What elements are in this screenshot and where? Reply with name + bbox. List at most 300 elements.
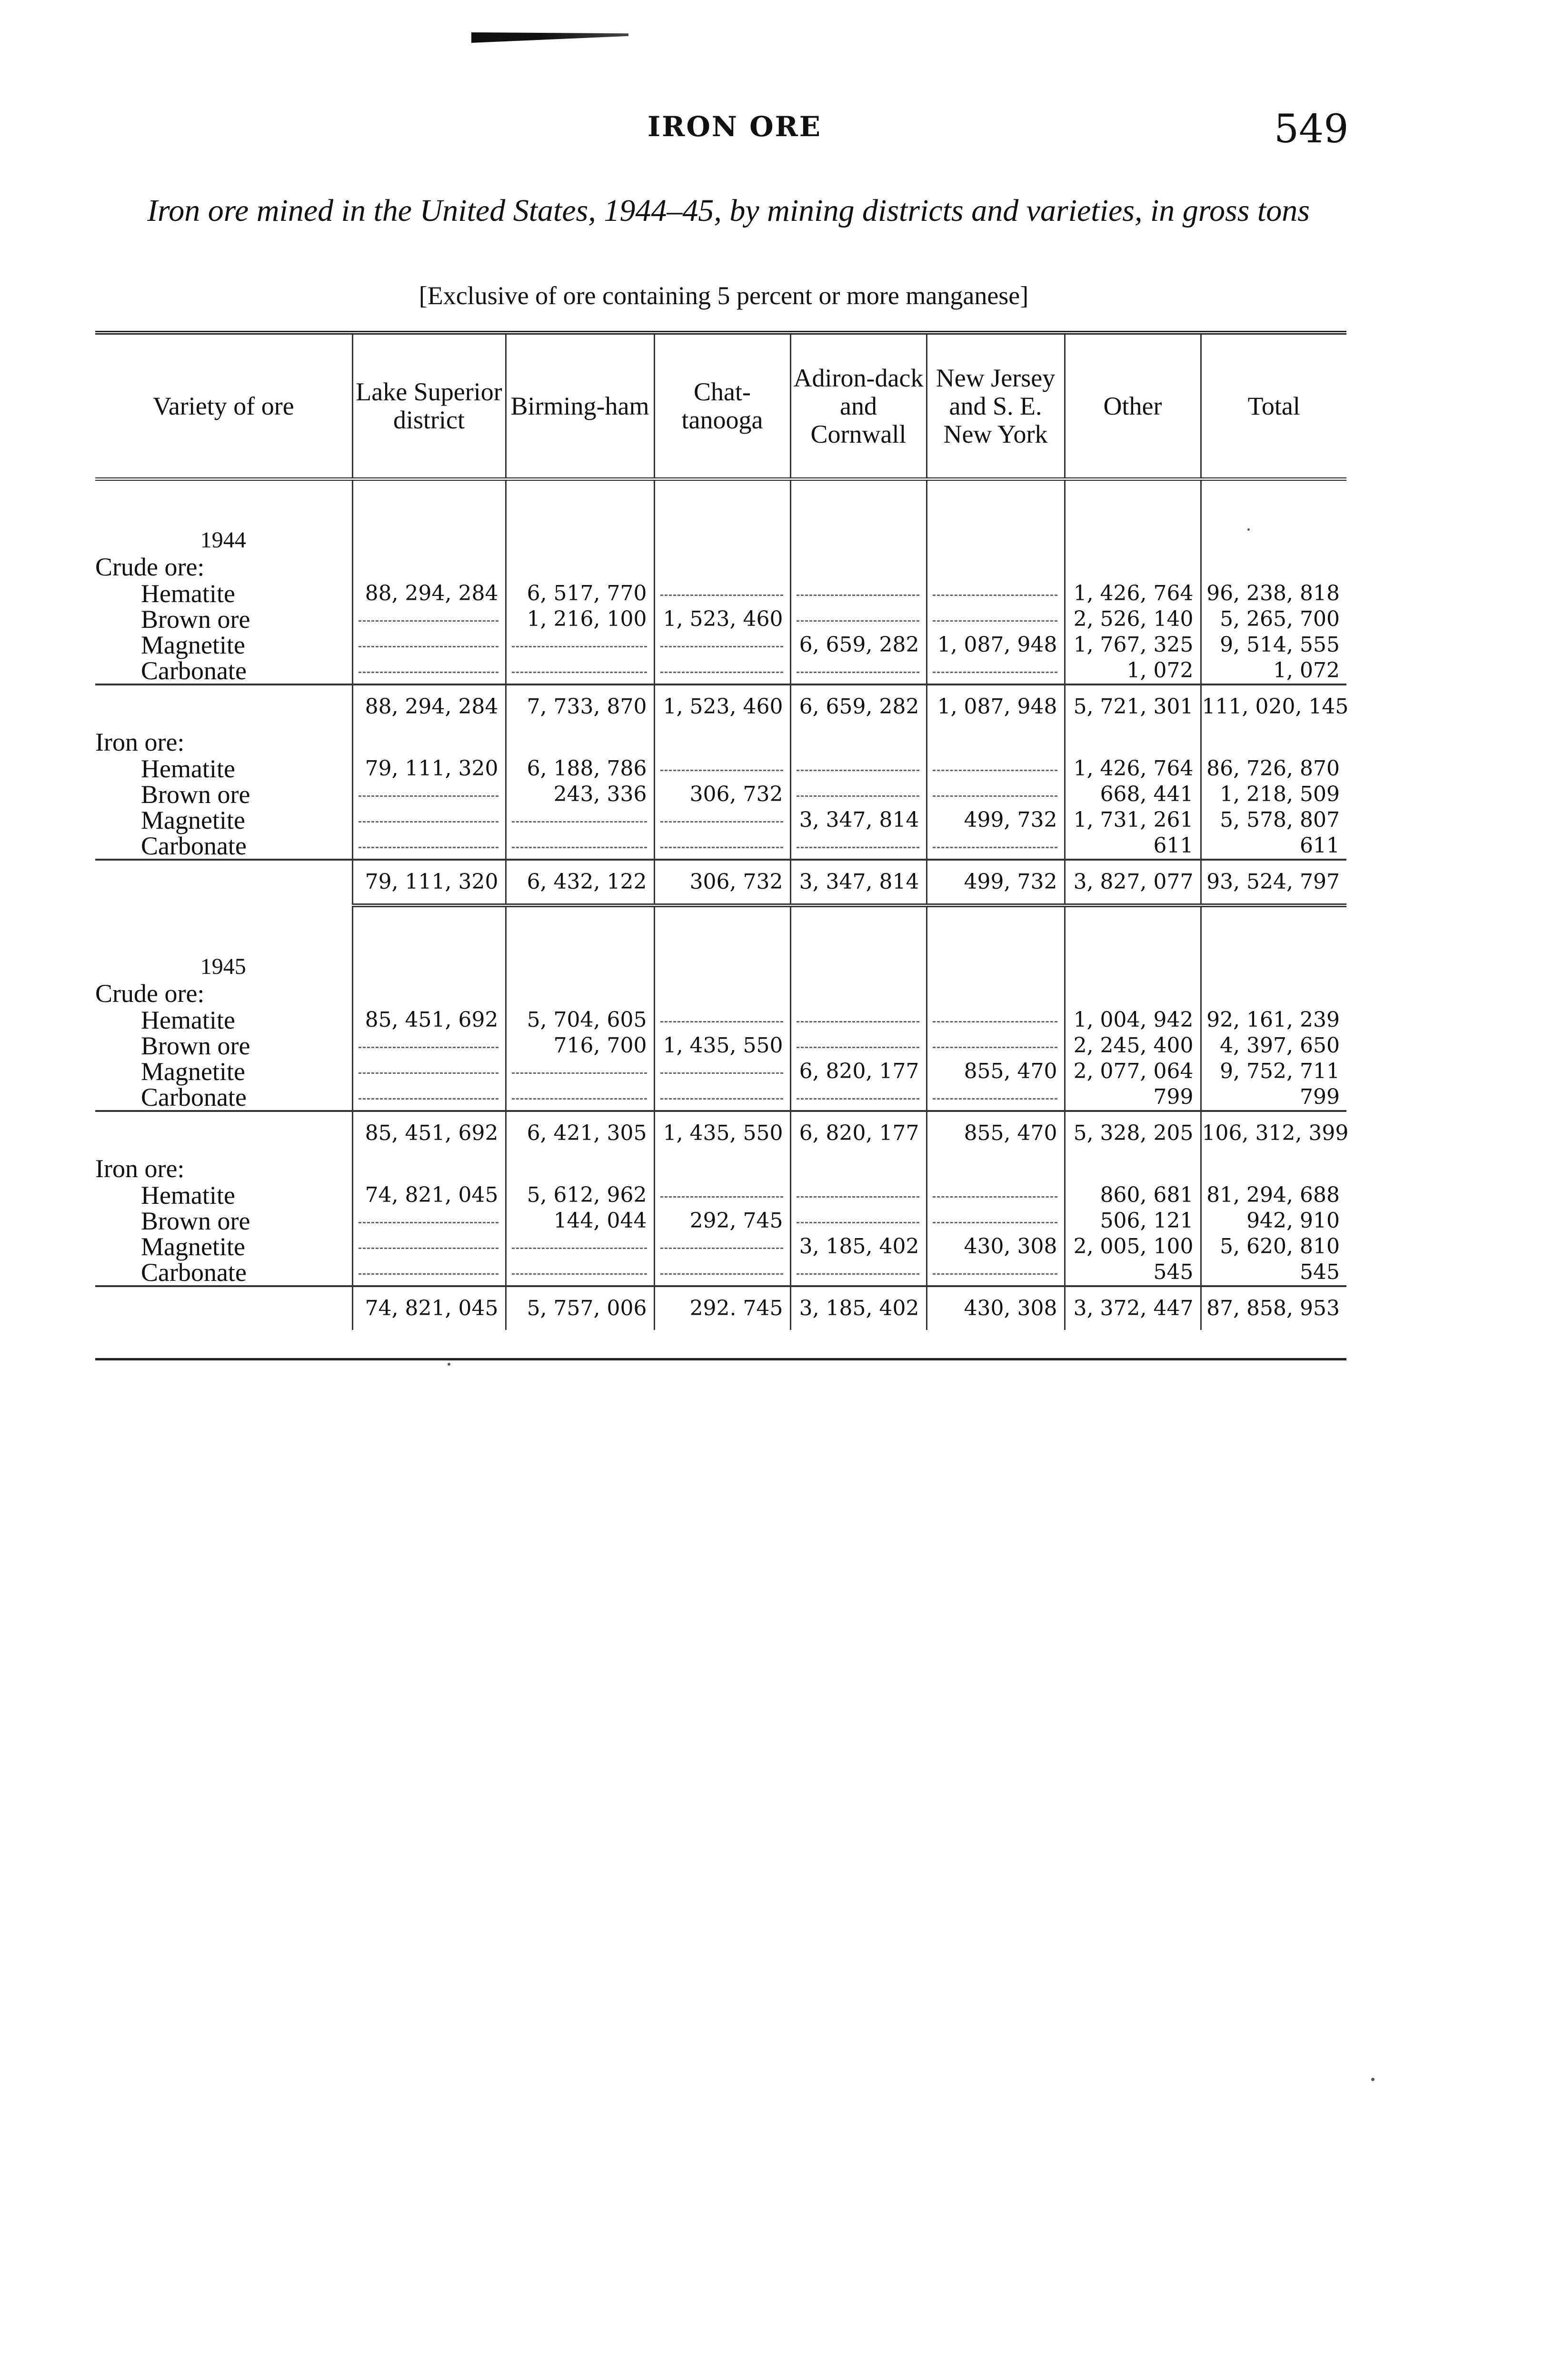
value-cell [790, 1033, 926, 1059]
empty-dash [933, 1085, 1057, 1100]
empty-dash [933, 1209, 1057, 1223]
value-cell [790, 807, 926, 833]
value-cell [926, 1234, 1065, 1259]
cell-value: 6, 188, 786 [527, 756, 647, 781]
cell-value: 611 [1153, 833, 1194, 858]
table-row [95, 756, 1346, 782]
table-row [95, 606, 1346, 632]
value-cell [790, 1259, 926, 1286]
table-row [95, 807, 1346, 833]
group-row [95, 728, 1346, 756]
empty-cell [506, 728, 654, 756]
cell-value: 1, 426, 764 [1073, 581, 1194, 605]
total-cell: 6, 820, 177 [790, 1111, 926, 1155]
column-header-row [95, 333, 1346, 479]
group-row [95, 980, 1346, 1007]
total-cell: 6, 432, 122 [506, 860, 654, 905]
group-label: Crude ore: [95, 979, 205, 1008]
empty-dash [797, 782, 919, 797]
empty-dash [359, 833, 498, 848]
empty-dash [933, 1008, 1057, 1022]
empty-cell [1065, 553, 1201, 581]
cell-value: 1, 435, 550 [663, 1033, 783, 1058]
column-header: Adiron-dack and Cornwall [790, 333, 926, 479]
value-cell [506, 1208, 654, 1234]
value-cell [654, 658, 790, 684]
value-cell [790, 606, 926, 632]
empty-dash [359, 1033, 498, 1048]
value-cell [506, 632, 654, 658]
total-cell: 3, 827, 077 [1065, 860, 1201, 905]
cell-value: 2, 077, 064 [1073, 1059, 1194, 1083]
cell-value: 1, 426, 764 [1073, 756, 1194, 781]
row-label-text: Brown ore [141, 780, 250, 809]
empty-cell [352, 479, 506, 554]
value-cell [654, 833, 790, 860]
cell-value: 499, 732 [964, 808, 1057, 832]
cell-value: 5, 578, 807 [1220, 808, 1340, 832]
value-cell [352, 1208, 506, 1234]
value-cell [1201, 1259, 1346, 1286]
year-label: 1945 [200, 954, 246, 979]
value-cell [654, 807, 790, 833]
empty-cell [1201, 905, 1346, 980]
row-label [95, 581, 352, 606]
total-cell: 93, 524, 797 [1201, 860, 1346, 905]
total-cell: 106, 312, 399 [1201, 1111, 1346, 1155]
iron-ore-table [95, 331, 1349, 1330]
value-cell [1065, 833, 1201, 860]
row-label-text: Magnetite [141, 1232, 245, 1261]
empty-cell [790, 728, 926, 756]
total-cell: 3, 372, 447 [1065, 1286, 1201, 1330]
cell-value: 2, 526, 140 [1073, 607, 1194, 631]
page-header [0, 107, 1554, 158]
total-cell: 499, 732 [926, 860, 1065, 905]
column-header: Total [1201, 333, 1346, 479]
value-cell [1065, 782, 1201, 807]
total-cell: 855, 470 [926, 1111, 1065, 1155]
empty-dash [359, 1234, 498, 1249]
value-cell [352, 1007, 506, 1033]
value-cell [926, 1208, 1065, 1234]
cell-value: 506, 121 [1100, 1209, 1194, 1233]
cell-value: 9, 752, 711 [1220, 1059, 1340, 1083]
total-cell: 74, 821, 045 [352, 1286, 506, 1330]
value-cell [1065, 1033, 1201, 1059]
scan-speck [448, 1363, 450, 1366]
empty-dash [797, 1183, 919, 1198]
cell-value: 611 [1300, 833, 1340, 858]
row-label [95, 782, 352, 807]
empty-cell [790, 905, 926, 980]
value-cell [654, 1234, 790, 1259]
scan-artifact-mark [471, 32, 628, 43]
row-label [95, 1182, 352, 1208]
value-cell [352, 1059, 506, 1084]
cell-value: 9, 514, 555 [1220, 633, 1340, 657]
total-cell: 430, 308 [926, 1286, 1065, 1330]
value-cell [1201, 756, 1346, 782]
total-cell: 6, 421, 305 [506, 1111, 654, 1155]
cell-value: 306, 732 [689, 782, 783, 806]
total-cell: 85, 451, 692 [352, 1111, 506, 1155]
cell-value: 545 [1300, 1260, 1340, 1284]
row-label [95, 1007, 352, 1033]
value-cell [1201, 807, 1346, 833]
column-header: Birming-ham [506, 333, 654, 479]
value-cell [352, 1259, 506, 1286]
table-row [95, 782, 1346, 807]
value-cell [506, 833, 654, 860]
value-cell [1201, 1208, 1346, 1234]
empty-cell [506, 905, 654, 980]
cell-value: 1, 523, 460 [663, 607, 783, 631]
value-cell [926, 581, 1065, 606]
cell-value: 6, 659, 282 [799, 633, 919, 657]
empty-cell [506, 980, 654, 1007]
empty-dash [660, 833, 783, 848]
empty-dash [933, 1033, 1057, 1048]
cell-value: 6, 820, 177 [799, 1059, 919, 1083]
empty-dash [359, 607, 498, 622]
empty-cell [654, 1155, 790, 1182]
total-cell: 5, 328, 205 [1065, 1111, 1201, 1155]
empty-dash [933, 581, 1057, 596]
empty-dash [933, 607, 1057, 622]
scan-speck [1247, 528, 1250, 531]
empty-cell [352, 728, 506, 756]
cell-value: 4, 397, 650 [1220, 1033, 1340, 1058]
value-cell [1201, 1234, 1346, 1259]
value-cell [506, 1234, 654, 1259]
cell-value: 85, 451, 692 [365, 1008, 498, 1032]
empty-dash [660, 581, 783, 596]
page-number: 549 [1274, 107, 1349, 152]
empty-dash [359, 808, 498, 823]
row-label [95, 606, 352, 632]
value-cell [790, 1007, 926, 1033]
cell-value: 545 [1153, 1260, 1194, 1284]
empty-cell [1201, 553, 1346, 581]
empty-dash [797, 756, 919, 771]
empty-cell [654, 728, 790, 756]
total-cell: 3, 347, 814 [790, 860, 926, 905]
cell-value: 799 [1153, 1085, 1194, 1109]
column-header: Lake Superior district [352, 333, 506, 479]
empty-cell [506, 553, 654, 581]
row-label-text: Carbonate [141, 832, 247, 860]
empty-cell [654, 553, 790, 581]
cell-value: 5, 265, 700 [1220, 607, 1340, 631]
row-label [95, 1234, 352, 1259]
value-cell [926, 1259, 1065, 1286]
empty-dash [797, 833, 919, 848]
value-cell [352, 658, 506, 684]
value-cell [1201, 632, 1346, 658]
table-row [95, 1033, 1346, 1059]
empty-cell [352, 1155, 506, 1182]
value-cell [506, 756, 654, 782]
group-label: Iron ore: [95, 1154, 185, 1183]
cell-value: 243, 336 [553, 782, 647, 806]
cell-value: 3, 347, 814 [799, 808, 919, 832]
total-row [95, 1111, 1346, 1155]
cell-value: 79, 111, 320 [365, 756, 498, 781]
cell-value: 430, 308 [964, 1234, 1057, 1259]
value-cell [790, 1234, 926, 1259]
empty-dash [660, 756, 783, 771]
value-cell [1065, 1234, 1201, 1259]
empty-cell [790, 479, 926, 554]
value-cell [1065, 658, 1201, 684]
cell-value: 1, 087, 948 [937, 633, 1057, 657]
row-label [95, 1084, 352, 1111]
total-row [95, 1286, 1346, 1330]
empty-cell [1065, 980, 1201, 1007]
value-cell [654, 1182, 790, 1208]
value-cell [654, 782, 790, 807]
empty-cell [926, 905, 1065, 980]
value-cell [506, 782, 654, 807]
empty-cell [1065, 728, 1201, 756]
value-cell [352, 1033, 506, 1059]
table-subcaption: [Exclusive of ore containing 5 percent or more manganese] [418, 281, 1029, 310]
empty-cell [1201, 728, 1346, 756]
column-header: Variety of ore [95, 333, 352, 479]
table-row [95, 1259, 1346, 1286]
value-cell [790, 658, 926, 684]
empty-dash [512, 808, 647, 823]
value-cell [926, 1033, 1065, 1059]
value-cell [352, 1084, 506, 1111]
value-cell [790, 581, 926, 606]
value-cell [506, 1084, 654, 1111]
total-cell: 3, 185, 402 [790, 1286, 926, 1330]
scan-speck [1371, 2078, 1375, 2081]
table-body [95, 479, 1349, 1330]
value-cell [926, 658, 1065, 684]
empty-dash [512, 1059, 647, 1074]
value-cell [506, 1259, 654, 1286]
value-cell [1201, 658, 1346, 684]
empty-dash [359, 633, 498, 647]
value-cell [1065, 632, 1201, 658]
column-header: Chat-tanooga [654, 333, 790, 479]
empty-dash [660, 1059, 783, 1074]
cell-value: 668, 441 [1100, 782, 1194, 806]
empty-dash [359, 1085, 498, 1100]
cell-value: 2, 245, 400 [1073, 1033, 1194, 1058]
value-cell [1065, 606, 1201, 632]
value-cell [1065, 1259, 1201, 1286]
value-cell [654, 1033, 790, 1059]
value-cell [506, 581, 654, 606]
value-cell [1201, 581, 1346, 606]
empty-dash [797, 1085, 919, 1100]
empty-dash [359, 1059, 498, 1074]
value-cell [352, 606, 506, 632]
value-cell [506, 606, 654, 632]
empty-dash [797, 1260, 919, 1275]
value-cell [1065, 756, 1201, 782]
empty-dash [512, 1260, 647, 1275]
total-label-empty [95, 1286, 352, 1330]
value-cell [506, 1182, 654, 1208]
empty-dash [660, 1234, 783, 1249]
row-label-text: Brown ore [141, 1031, 250, 1060]
value-cell [506, 1059, 654, 1084]
value-cell [926, 1084, 1065, 1111]
table-row [95, 1208, 1346, 1234]
value-cell [352, 581, 506, 606]
empty-dash [512, 1085, 647, 1100]
value-cell [790, 632, 926, 658]
total-cell: 7, 733, 870 [506, 684, 654, 728]
value-cell [1201, 782, 1346, 807]
empty-cell [926, 553, 1065, 581]
year-row [95, 479, 1346, 554]
empty-cell [654, 980, 790, 1007]
value-cell [654, 606, 790, 632]
cell-value: 799 [1300, 1085, 1340, 1109]
total-cell: 1, 523, 460 [654, 684, 790, 728]
cell-value: 96, 238, 818 [1206, 581, 1340, 605]
group-label: Iron ore: [95, 728, 185, 756]
cell-value: 1, 072 [1126, 658, 1194, 683]
empty-dash [660, 1183, 783, 1198]
cell-value: 855, 470 [964, 1059, 1057, 1083]
empty-cell [352, 905, 506, 980]
row-label-text: Carbonate [141, 656, 247, 685]
value-cell [654, 632, 790, 658]
empty-dash [933, 1183, 1057, 1198]
value-cell [926, 1182, 1065, 1208]
empty-dash [933, 1260, 1057, 1275]
cell-value: 1, 767, 325 [1073, 633, 1194, 657]
row-label-text: Hematite [141, 1181, 235, 1210]
empty-dash [660, 633, 783, 647]
value-cell [352, 1234, 506, 1259]
row-label [95, 1259, 352, 1286]
total-cell: 111, 020, 145 [1201, 684, 1346, 728]
cell-value: 292, 745 [689, 1209, 783, 1233]
empty-cell [352, 980, 506, 1007]
value-cell [1065, 1059, 1201, 1084]
running-title: IRON ORE [648, 110, 822, 143]
value-cell [1065, 1208, 1201, 1234]
row-label-text: Magnetite [141, 1057, 245, 1086]
empty-dash [797, 658, 919, 673]
cell-value: 5, 620, 810 [1220, 1234, 1340, 1259]
row-label-text: Magnetite [141, 631, 245, 659]
empty-cell [790, 553, 926, 581]
cell-value: 942, 910 [1246, 1209, 1340, 1233]
cell-value: 716, 700 [553, 1033, 647, 1058]
empty-dash [797, 1033, 919, 1048]
row-label-text: Hematite [141, 579, 235, 608]
empty-dash [797, 607, 919, 622]
empty-cell [926, 728, 1065, 756]
row-label [95, 1208, 352, 1234]
value-cell [1201, 1033, 1346, 1059]
value-cell [654, 1059, 790, 1084]
value-cell [352, 756, 506, 782]
empty-cell [654, 905, 790, 980]
row-label [95, 833, 352, 860]
value-cell [1201, 1007, 1346, 1033]
cell-value: 1, 218, 509 [1220, 782, 1340, 806]
empty-dash [512, 633, 647, 647]
row-label-text: Hematite [141, 1006, 235, 1034]
total-cell: 1, 435, 550 [654, 1111, 790, 1155]
value-cell [926, 833, 1065, 860]
empty-cell [790, 1155, 926, 1182]
value-cell [926, 606, 1065, 632]
value-cell [1201, 1084, 1346, 1111]
row-label [95, 1033, 352, 1059]
cell-value: 144, 044 [553, 1209, 647, 1233]
value-cell [790, 833, 926, 860]
total-cell: 79, 111, 320 [352, 860, 506, 905]
value-cell [926, 756, 1065, 782]
value-cell [1201, 1059, 1346, 1084]
value-cell [1065, 1182, 1201, 1208]
table-row [95, 1182, 1346, 1208]
empty-cell [926, 1155, 1065, 1182]
value-cell [1065, 1007, 1201, 1033]
value-cell [352, 782, 506, 807]
empty-dash [359, 658, 498, 673]
empty-dash [660, 1008, 783, 1022]
table-caption: Iron ore mined in the United States, 1944–45, by mining districts and varieties, in gross tons [147, 193, 1310, 228]
value-cell [352, 833, 506, 860]
empty-dash [512, 658, 647, 673]
empty-dash [512, 833, 647, 848]
total-label-empty [95, 684, 352, 728]
cell-value: 86, 726, 870 [1206, 756, 1340, 781]
table-row [95, 1234, 1346, 1259]
empty-dash [359, 1260, 498, 1275]
table-row [95, 1059, 1346, 1084]
total-cell: 292. 745 [654, 1286, 790, 1330]
value-cell [654, 1084, 790, 1111]
total-cell: 88, 294, 284 [352, 684, 506, 728]
cell-value: 88, 294, 284 [365, 581, 498, 605]
table-row [95, 833, 1346, 860]
value-cell [506, 1033, 654, 1059]
total-row [95, 684, 1346, 728]
value-cell [654, 1259, 790, 1286]
empty-cell [1065, 479, 1201, 554]
value-cell [926, 1007, 1065, 1033]
value-cell [654, 1007, 790, 1033]
cell-value: 1, 216, 100 [527, 607, 647, 631]
cell-value: 81, 294, 688 [1206, 1183, 1340, 1207]
empty-dash [797, 581, 919, 596]
row-label [95, 807, 352, 833]
value-cell [926, 807, 1065, 833]
empty-dash [797, 1008, 919, 1022]
value-cell [1201, 1182, 1346, 1208]
row-label-text: Carbonate [141, 1258, 247, 1287]
total-cell: 1, 087, 948 [926, 684, 1065, 728]
empty-cell [1201, 1155, 1346, 1182]
cell-value: 6, 517, 770 [527, 581, 647, 605]
group-label: Crude ore: [95, 553, 205, 581]
empty-dash [797, 1209, 919, 1223]
cell-value: 1, 004, 942 [1073, 1008, 1194, 1032]
